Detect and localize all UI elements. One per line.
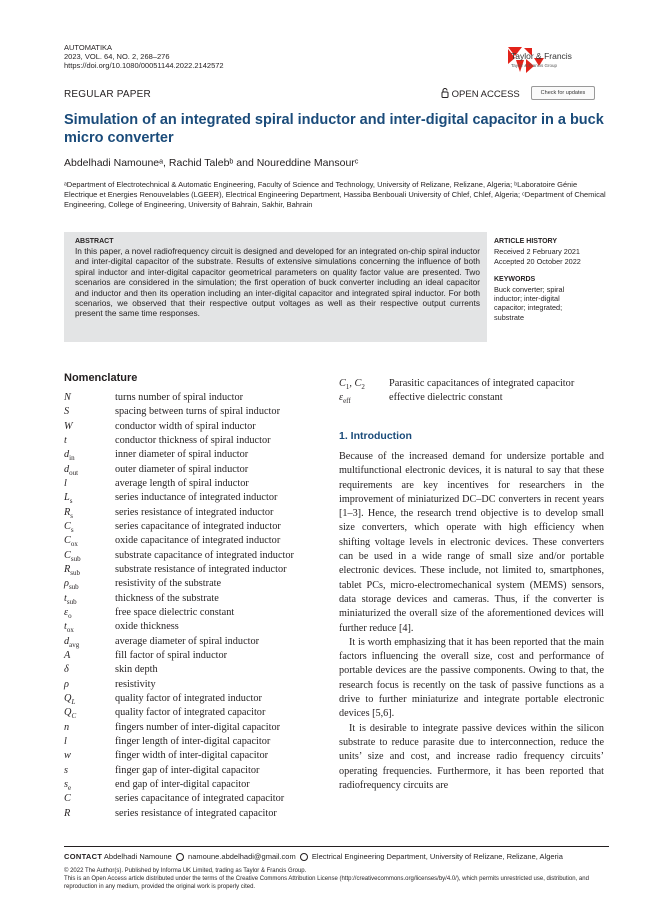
nomenclature-symbol: $\rho_{sub}$ — [64, 578, 79, 592]
nomenclature-row — [64, 735, 324, 749]
nomenclature-row — [64, 592, 324, 606]
nomenclature-symbol: $Q_L$ — [64, 692, 76, 706]
nomenclature-list — [64, 391, 324, 821]
nomenclature-title: Nomenclature — [64, 372, 138, 384]
introduction-body — [339, 450, 604, 793]
nomenclature-description: series resistance of integrated inductor — [115, 506, 274, 518]
nomenclature-description: outer diameter of spiral inductor — [115, 463, 249, 475]
nomenclature-row — [64, 663, 324, 677]
nomenclature-symbol: $L_s$ — [64, 492, 73, 506]
intro-paragraph: Because of the increased demand for undersize portable and multifunctional electronic devices, it is natural to say that these requirements are key incentives for researchers in the improvement of miniaturized DC–DC converters in recent years [1–3]. Hence, the research trend objective is to develop small size converters, which operate with high efficiency when shifting voltage levels in electronic devices. These converters can be used in a wide range of small size and/or portable electronic devices. These include, not limited to, smartphones, tablet PCs, micro-electromechanical system (MEMS) sensors, data storage devices and cameras. Thus, if the converter is miniaturized the overall size of the aforementioned devices will further reduce [4]. — [339, 451, 604, 634]
nomenclature-symbol: $\varepsilon_o$ — [64, 606, 72, 620]
publisher-name: Taylor & Francis — [511, 51, 572, 61]
nomenclature-symbol: $C_s$ — [64, 520, 74, 534]
copyright-notice — [64, 867, 609, 891]
nomenclature-description: fill factor of spiral inductor — [115, 649, 228, 661]
nomenclature-symbol: $d_{avg}$ — [64, 635, 80, 649]
nomenclature-row — [64, 692, 324, 706]
nomenclature-symbol: t — [64, 434, 67, 446]
article-title: Simulation of an integrated spiral inductor and inter-digital capacitor in a buck micro converter — [64, 112, 604, 146]
accepted-date: Accepted 20 October 2022 — [494, 257, 581, 266]
nomenclature-description: finger length of inter-digital capacitor — [115, 735, 271, 747]
nomenclature-description: average length of spiral inductor — [115, 477, 249, 489]
nomenclature-symbol: C — [64, 793, 71, 805]
nomenclature-row — [64, 448, 324, 462]
nomenclature-symbol: $s_e$ — [64, 778, 72, 792]
nomenclature-row — [64, 420, 324, 434]
nomenclature-symbol: R — [64, 807, 71, 819]
contact-label: CONTACT — [64, 852, 103, 861]
nomenclature-row — [64, 649, 324, 663]
license-text: This is an Open Access article distributed under the terms of the Creative Commons Attribution License (http://creativecommons.org/licenses/by/4.0/), which permits unrestricted use, distribution, and reproduction in any medium, provided the original work is properly cited. — [64, 876, 589, 890]
nomenclature-symbol: S — [64, 406, 70, 418]
nomenclature-symbol: $C_{sub}$ — [64, 549, 81, 563]
nomenclature-symbol: s — [64, 764, 69, 776]
nomenclature-symbol: N — [64, 392, 71, 403]
article-history — [494, 247, 581, 267]
nomenclature-symbol: $t_{ox}$ — [64, 621, 74, 635]
nomenclature-row — [64, 491, 324, 505]
nomenclature-description: resistivity — [115, 678, 156, 690]
nomenclature-description: thickness of the substrate — [115, 592, 219, 604]
nomenclature-description: series capacitance of integrated capacitor — [115, 793, 285, 805]
journal-info — [64, 43, 224, 70]
introduction-heading: 1. Introduction — [339, 430, 412, 442]
nomenclature-row — [64, 635, 324, 649]
contact-email[interactable]: namoune.abdelhadi@gmail.com — [188, 852, 296, 861]
nomenclature-description: series capacitance of integrated inductor — [115, 520, 281, 532]
nomenclature-symbol: W — [64, 420, 73, 432]
nomenclature-row — [64, 678, 324, 692]
nomenclature-row — [64, 577, 324, 591]
nomenclature-description: substrate capacitance of integrated inductor — [115, 549, 294, 561]
nomenclature-symbol: $C_{ox}$ — [64, 535, 78, 549]
nomenclature-description: skin depth — [115, 664, 158, 676]
received-date: Received 2 February 2021 — [494, 247, 580, 256]
nomenclature-row — [64, 463, 324, 477]
contact-line — [64, 852, 563, 861]
nomenclature-description: resistivity of the substrate — [115, 578, 222, 590]
nomenclature-description: spacing between turns of spiral inductor — [115, 406, 280, 418]
nomenclature-row — [64, 620, 324, 634]
nomenclature-row — [64, 391, 324, 405]
nomenclature-description: average diameter of spiral inductor — [115, 635, 260, 647]
nomenclature-symbol: l — [64, 735, 67, 747]
nomenclature-row — [64, 606, 324, 620]
nomenclature-description: fingers number of inter-digital capacitor — [115, 721, 281, 733]
open-lock-icon — [441, 88, 449, 98]
nomenclature-symbol: A — [64, 649, 71, 661]
nomenclature-symbol: $d_{out}$ — [64, 463, 79, 477]
nomenclature-description: finger width of inter-digital capacitor — [115, 750, 269, 762]
nomenclature-row — [64, 477, 324, 491]
nomenclature-description: free space dielectric constant — [115, 606, 235, 618]
contact-name: Abdelhadi Namoune — [103, 852, 172, 861]
nomenclature-symbol: $R_{sub}$ — [64, 563, 81, 577]
nomenclature-description: end gap of inter-digital capacitor — [115, 778, 250, 790]
nomenclature-row — [64, 434, 324, 448]
history-heading: ARTICLE HISTORY — [494, 238, 558, 245]
nomenclature-symbol: $C_1$, $C_2$ — [339, 378, 365, 392]
nomenclature-row — [64, 778, 324, 792]
footer-divider — [64, 846, 609, 847]
open-access-text: OPEN ACCESS — [451, 89, 520, 100]
nomenclature-description: inner diameter of spiral inductor — [115, 449, 249, 461]
journal-name: AUTOMATIKA — [64, 43, 113, 52]
nomenclature-description: quality factor of integrated capacitor — [115, 707, 266, 719]
nomenclature-symbol: $R_s$ — [64, 506, 74, 520]
nomenclature-description: oxide thickness — [115, 621, 179, 633]
nomenclature-row — [64, 405, 324, 419]
open-access-label — [441, 88, 520, 100]
nomenclature-row — [64, 520, 324, 534]
nomenclature-description: conductor thickness of spiral inductor — [115, 434, 271, 446]
nomenclature-symbol: δ — [64, 664, 69, 676]
abstract-text: In this paper, a novel radiofrequency circuit is designed and developed for an integrated on-chip spiral inductor and inter-digital capacitor of the substrate. Results of extensive simulations concerning the influence of both spiral inductor and inter-digital capacitor geometrical parameters on quality factor value are presented. Two scenarios are considered in the simulation; the first operation of buck converter including an ideal capacitor and inductor and then its operation including an inter-digital capacitor and integrated spiral inductor. For both scenarios, we observed that their respective output voltages as well as their respective output currents present the same time responses. — [75, 246, 480, 319]
nomenclature-symbol: ρ — [64, 678, 69, 690]
authors: Abdelhadi Namouneᵃ, Rachid Talebᵇ and Noureddine Mansourᶜ — [64, 157, 359, 169]
nomenclature-list-continued — [339, 377, 609, 406]
journal-issue: 2023, VOL. 64, NO. 2, 268–276 — [64, 52, 170, 61]
nomenclature-symbol: $\varepsilon_{eff}$ — [339, 392, 351, 406]
keywords-text: Buck converter; spiral inductor; inter-digital capacitor; integrated; substrate — [494, 285, 565, 322]
nomenclature-symbol: l — [64, 477, 67, 489]
nomenclature-row — [339, 377, 609, 391]
nomenclature-description: finger gap of inter-digital capacitor — [115, 764, 260, 776]
nomenclature-symbol: w — [64, 750, 71, 762]
nomenclature-row — [64, 792, 324, 806]
nomenclature-description: conductor width of spiral inductor — [115, 420, 256, 432]
intro-paragraph: It is worth emphasizing that it has been reported that the main factors influencing the overall size, cost and performance of portable devices are the passive components. Owing to that, the research focus is recently on the task of passive functions as a drive to further miniaturize and integrate portable electronic devices [5,6]. — [339, 636, 604, 720]
keywords-heading: KEYWORDS — [494, 276, 536, 283]
nomenclature-description: oxide capacitance of integrated inductor — [115, 535, 281, 547]
nomenclature-description: effective dielectric constant — [389, 392, 503, 404]
copyright-line: © 2022 The Author(s). Published by Informa UK Limited, trading as Taylor & Francis Group. — [64, 868, 307, 874]
nomenclature-row — [64, 534, 324, 548]
affiliations: ᵃDepartment of Electrotechnical & Automatic Engineering, Faculty of Science and Technology, University of Relizane, Relizane, Algeria; ᵇLaboratoire Génie Electrique et Energies Renouvelables (LGEER), Electrical Engineering Department, Hassiba Benbouali University of Chlef, Chlef, Algeria; ᶜDepartment of Chemical Engineering, College of Engineering, University of Bahrain, Sakhir, Bahrain — [64, 180, 606, 209]
nomenclature-symbol: n — [64, 721, 70, 733]
abstract-heading: ABSTRACT — [75, 238, 114, 245]
nomenclature-row — [64, 749, 324, 763]
nomenclature-row — [64, 549, 324, 563]
email-icon — [176, 853, 184, 861]
nomenclature-symbol: $Q_C$ — [64, 707, 77, 721]
nomenclature-description: turns number of spiral inductor — [115, 392, 244, 403]
nomenclature-symbol: $d_{in}$ — [64, 449, 75, 463]
nomenclature-description: Parasitic capacitances of integrated capacitor — [389, 378, 575, 389]
contact-department: Electrical Engineering Department, University of Relizane, Relizane, Algeria — [311, 852, 563, 861]
nomenclature-row — [339, 391, 609, 405]
nomenclature-row — [64, 721, 324, 735]
nomenclature-row — [64, 764, 324, 778]
intro-paragraph: It is desirable to integrate passive devices within the silicon substrate to reduce parasite due to interconnection, reduce the units’ size and cost, and increase radio frequency circuits’ operating frequencies. Furthermore, it has been reported that radiofrequency circuits are — [339, 722, 604, 791]
journal-doi[interactable]: https://doi.org/10.1080/00051144.2022.2142572 — [64, 61, 224, 70]
nomenclature-description: substrate resistance of integrated inductor — [115, 563, 287, 575]
nomenclature-description: series inductance of integrated inductor — [115, 492, 278, 504]
nomenclature-row — [64, 563, 324, 577]
article-type: REGULAR PAPER — [64, 89, 151, 100]
nomenclature-row — [64, 807, 324, 821]
nomenclature-description: quality factor of integrated inductor — [115, 692, 262, 704]
check-for-updates-button[interactable]: Check for updates — [531, 86, 595, 100]
nomenclature-row — [64, 506, 324, 520]
publisher-sub: Taylor & Francis Group — [511, 63, 558, 68]
location-icon — [300, 853, 308, 861]
nomenclature-symbol: $t_{sub}$ — [64, 592, 77, 606]
nomenclature-description: series resistance of integrated capacitor — [115, 807, 277, 819]
nomenclature-row — [64, 706, 324, 720]
